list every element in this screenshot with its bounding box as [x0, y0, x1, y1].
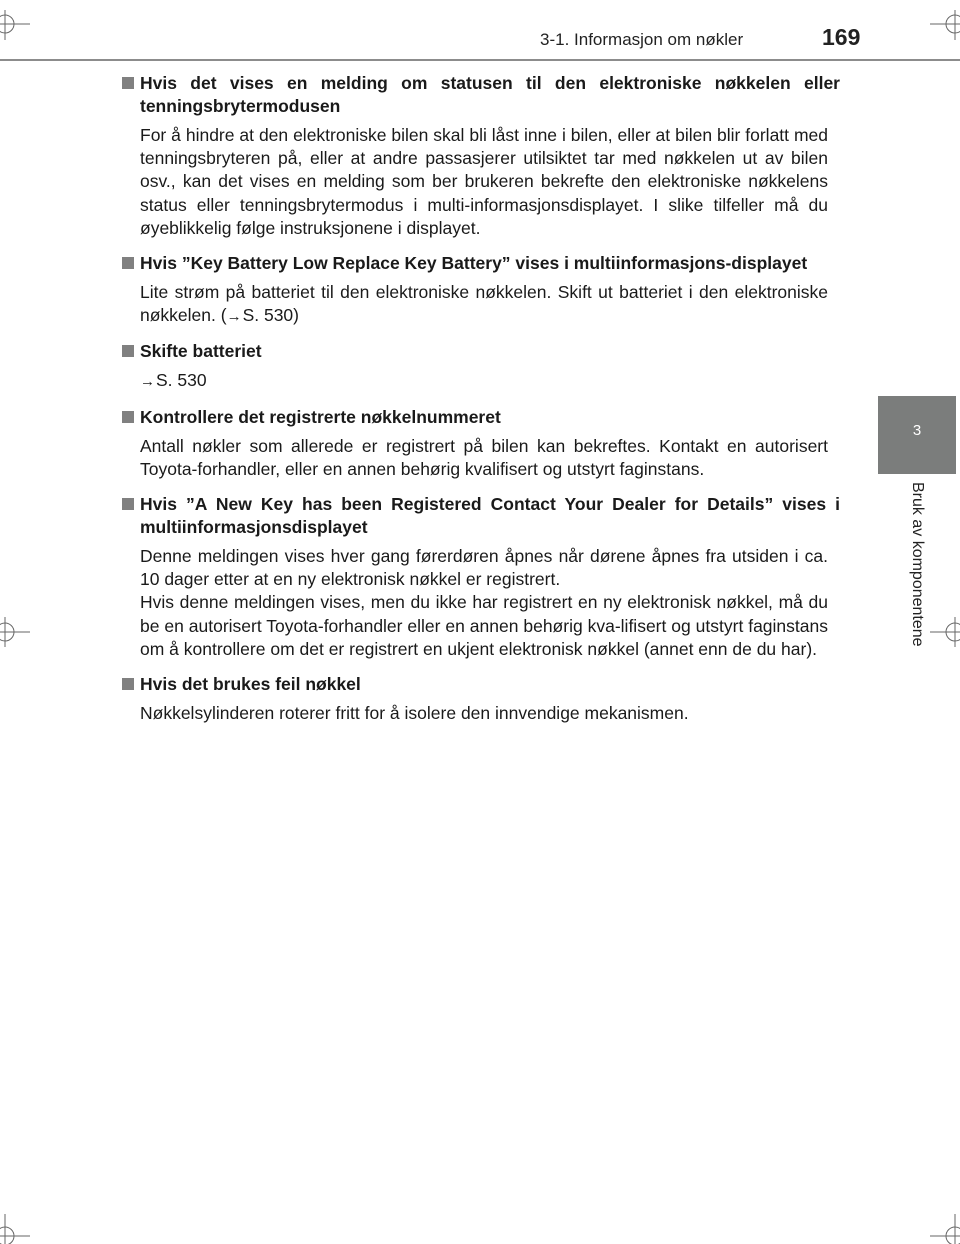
- crop-mark-bottom-left: [0, 1214, 30, 1244]
- heading-text: Hvis det vises en melding om statusen til den elektroniske nøkkelen eller tenningsbrytermodusen: [140, 73, 840, 116]
- crop-mark-top-left: [0, 10, 30, 40]
- chapter-title: Bruk av komponentene: [909, 482, 926, 647]
- section-heading: [122, 252, 840, 275]
- section-key-status-message: [122, 72, 840, 240]
- heading-text: Hvis ”Key Battery Low Replace Key Battery” vises i multiinformasjons-displayet: [140, 253, 808, 274]
- body-text: Lite strøm på batteriet til den elektroniske nøkkelen. Skift ut batteriet i den elektroniske nøkkelen. (: [140, 282, 828, 326]
- page-reference-link[interactable]: S. 530: [156, 370, 207, 391]
- section-registered-key-number: [122, 406, 840, 481]
- section-heading: [122, 673, 840, 696]
- section-heading: [122, 493, 840, 539]
- header-divider: [0, 59, 960, 61]
- section-body: [140, 545, 828, 661]
- crop-mark-top-right: [930, 10, 960, 40]
- section-body: [140, 369, 828, 393]
- heading-text: Kontrollere det registrerte nøkkelnummeret: [140, 406, 501, 427]
- square-bullet-icon: [122, 257, 134, 269]
- body-paragraph: Hvis denne meldingen vises, men du ikke har registrert en ny elektronisk nøkkel, må du be en autorisert Toyota-forhandler eller en annen behørig kva-lifisert og utstyrt faginstans om å kontrollere om det er registrert en ukjent elektronisk nøkkel (annet enn de du har).: [140, 592, 828, 659]
- arrow-right-icon: →: [140, 373, 155, 391]
- heading-text: Hvis ”A New Key has been Registered Contact Your Dealer for Details” vises i multiinformasjonsdisplayet: [140, 494, 840, 538]
- section-heading: [122, 340, 840, 363]
- crop-mark-mid-left: [0, 617, 30, 647]
- square-bullet-icon: [122, 678, 134, 690]
- chapter-tab: [878, 396, 956, 474]
- body-paragraph: Denne meldingen vises hver gang førerdøren åpnes når dørene åpnes fra utsiden i ca. 10 dager etter at en ny elektronisk nøkkel er registrert.: [140, 546, 828, 590]
- arrow-right-icon: →: [226, 308, 242, 326]
- section-replace-battery: [122, 340, 840, 393]
- body-text-end: ): [293, 305, 299, 326]
- heading-text: Skifte batteriet: [140, 341, 262, 362]
- square-bullet-icon: [122, 498, 134, 510]
- header-section-title: 3-1. Informasjon om nøkler: [540, 30, 744, 49]
- section-body: [140, 281, 828, 328]
- section-new-key-registered: [122, 493, 840, 661]
- page-number: 169: [822, 24, 861, 50]
- crop-mark-mid-right: [930, 617, 960, 647]
- section-body: Nøkkelsylinderen roterer fritt for å isolere den innvendige mekanismen.: [140, 703, 689, 724]
- section-heading: [122, 72, 840, 118]
- section-wrong-key: [122, 673, 840, 725]
- square-bullet-icon: [122, 411, 134, 423]
- square-bullet-icon: [122, 77, 134, 89]
- section-body: Antall nøkler som allerede er registrert på bilen kan bekreftes. Kontakt en autorisert Toyota-forhandler, eller en annen behørig kvalifisert og utstyrt faginstans.: [140, 435, 828, 479]
- section-key-battery-low: [122, 252, 840, 328]
- section-body: For å hindre at den elektroniske bilen skal bli låst inne i bilen, eller at bilen blir forlatt med tenningsbryteren på, eller at andre passasjerer utilsiktet tar med nøkkelen ut av bilen osv., kan det vises en melding som ber brukeren bekrefte den elektroniske nøkkelens status eller tenningsbrytermodus i multi-informasjonsdisplayet. I slike tilfeller må du øyeblikkelig følge instruksjonene i displayet.: [140, 125, 828, 238]
- page-reference-link[interactable]: S. 530: [242, 305, 294, 326]
- crop-mark-bottom-right: [930, 1214, 960, 1244]
- chapter-number: 3: [912, 422, 922, 439]
- section-heading: [122, 406, 840, 429]
- page-content: [122, 72, 840, 737]
- square-bullet-icon: [122, 345, 134, 357]
- heading-text: Hvis det brukes feil nøkkel: [140, 674, 361, 695]
